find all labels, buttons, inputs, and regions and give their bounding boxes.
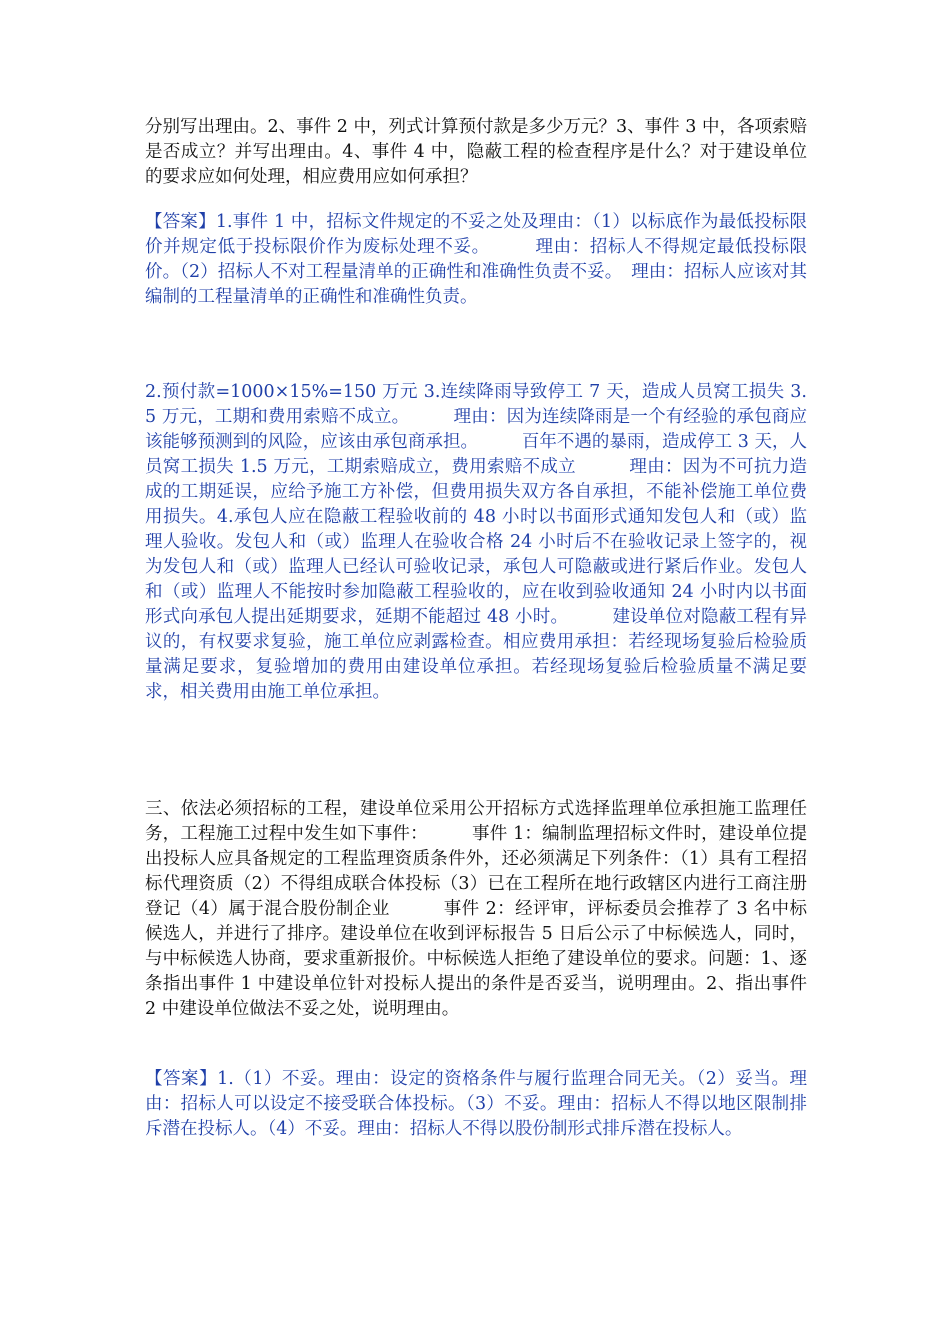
answer-paragraph-2: 2.预付款=1000×15%=150 万元 3.连续降雨导致停工 7 天，造成人员窝工损失 3.5 万元，工期和费用索赔不成立。 理由：因为连续降雨是一个有经验的承包商应该能够预测到的风险，应该由承包商承担。 百年不遇的暴雨，造成停工 3 天，人员窝工损失 1.5 万元，工期索赔成立，费用索赔不成立 理由：因为不可抗力造成的工期延误，应给予施工方补偿，但费用损失双方各自承担，不能补偿施工单位费用损失。4.承包人应在隐蔽工程验收前的 48 小时以书面形式通知发包人和（或）监理人验收。发包人和（或）监理人在验收合格 24 小时后不在验收记录上签字的，视为发包人和（或）监理人已经认可验收记录，承包人可隐蔽或进行紧后作业。发包人和（或）监理人不能按时参加隐蔽工程验收的，应在收到验收通知 24 小时内以书面形式向承包人提出延期要求，延期不能超过 48 小时。 建设单位对隐蔽工程有异议的，有权要求复验，施工单位应剥露检查。相应费用承担：若经现场复验后检验质量满足要求，复验增加的费用由建设单位承担。若经现场复验后检验质量不满足要求，相关费用由施工单位承担。 xyxy=(145,382,807,702)
answer-paragraph-1: 【答案】1.事件 1 中，招标文件规定的不妥之处及理由：（1）以标底作为最低投标限价并规定低于投标限价作为废标处理不妥。 理由：招标人不得规定最低投标限价。（2）招标人不对工程量清单的正确性和准确性负责不妥。 理由：招标人应该对其编制的工程量清单的正确性和准确性负责。 xyxy=(145,212,807,307)
answer-paragraph-3: 【答案】1.（1）不妥。理由：设定的资格条件与履行监理合同无关。（2）妥当。理由：招标人可以设定不接受联合体投标。（3）不妥。理由：招标人不得以地区限制排斥潜在投标人。（4）不妥。理由：招标人不得以股份制形式排斥潜在投标人。 xyxy=(145,1069,807,1139)
question-continuation: 分别写出理由。2、事件 2 中，列式计算预付款是多少万元？3、事件 3 中，各项索赔是否成立？并写出理由。4、事件 4 中，隐蔽工程的检查程序是什么？对于建设单位的要求应如何处理，相应费用应如何承担？ xyxy=(145,117,807,187)
question-paragraph-3: 三、依法必须招标的工程，建设单位采用公开招标方式选择监理单位承担施工监理任务，工程施工过程中发生如下事件： 事件 1：编制监理招标文件时，建设单位提出投标人应具备规定的工程监理资质条件外，还必须满足下列条件：（1）具有工程招标代理资质（2）不得组成联合体投标（3）已在工程所在地行政辖区内进行工商注册登记（4）属于混合股份制企业 事件 2：经评审，评标委员会推荐了 3 名中标候选人，并进行了排序。建设单位在收到评标报告 5 日后公示了中标候选人，同时，与中标候选人协商，要求重新报价。中标候选人拒绝了建设单位的要求。问题：1、逐条指出事件 1 中建设单位针对投标人提出的条件是否妥当，说明理由。2、指出事件 2 中建设单位做法不妥之处，说明理由。 xyxy=(145,799,807,1019)
